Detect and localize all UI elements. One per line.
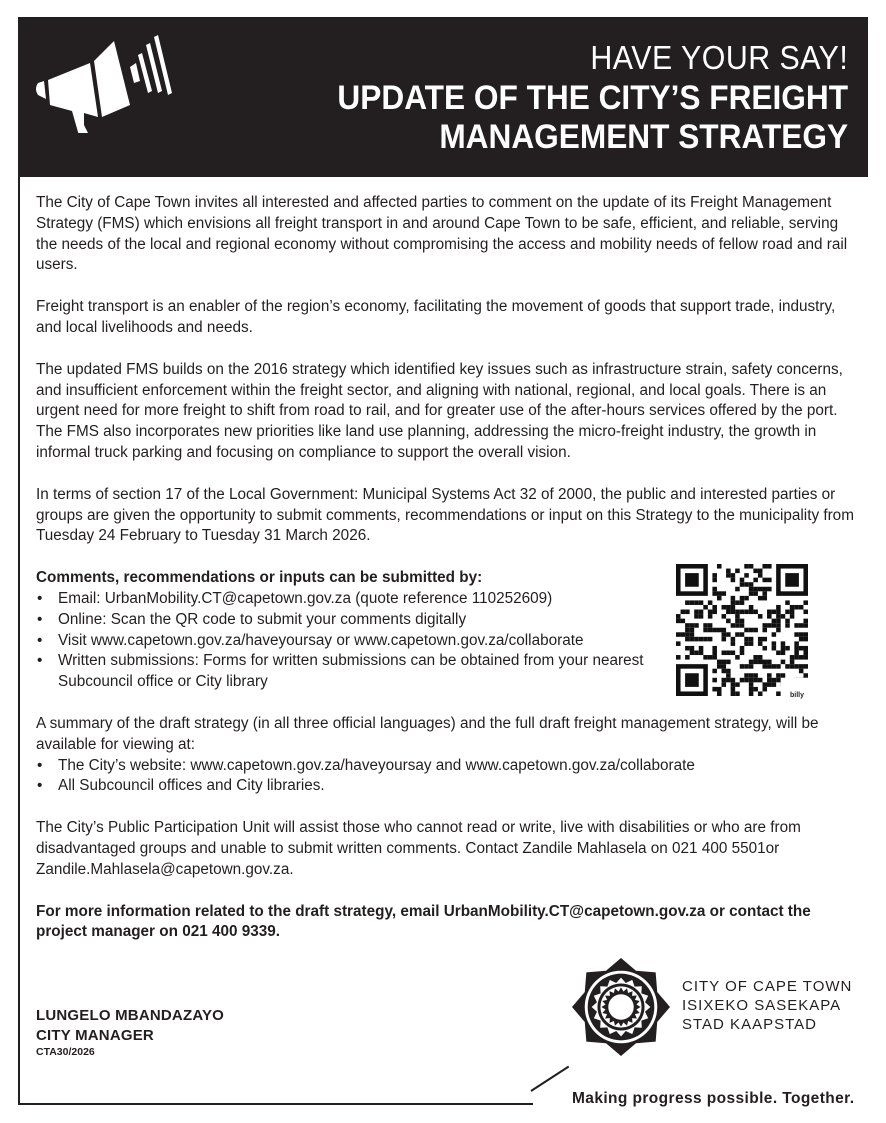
- megaphone-icon: [32, 33, 172, 133]
- summary-item-website[interactable]: • The City’s website: www.capetown.gov.za/haveyoursay and www.capetown.gov.za/collaborate: [36, 756, 856, 777]
- city-logo-text: [682, 977, 852, 1034]
- tagline: Making progress possible. Together.: [572, 1090, 855, 1107]
- logo-line-2: ISIXEKO SASEKAPA: [682, 997, 842, 1014]
- signoff: [36, 1006, 224, 1058]
- frame-slash-rule: [530, 1066, 569, 1092]
- strategy-paragraph: The updated FMS builds on the 2016 strategy which identified key issues such as infrastructure strain, safety concerns, and insufficient enforcement within the freight sector, and aligning with national, regional, and local goals. There is an urgent need for more freight to shift from road to rail, and for greater use of the after-hours services offered by the port. The FMS also incorporates new priorities like land use planning, addressing the micro-freight industry, the growth in informal truck parking and focusing on compliance to support the overall vision.: [36, 360, 843, 461]
- frame-left-rule: [18, 177, 20, 1105]
- page-title: [337, 79, 848, 157]
- summary-list: [36, 756, 856, 798]
- intro-paragraph: The City of Cape Town invites all interested and affected parties to comment on the update of its Freight Management Strategy (FMS) which envisions all freight transport in and around Cape Town to be safe, efficient, and reliable, serving the needs of the local and regional economy without compromising the access and mobility needs of fellow road and rail users.: [36, 194, 848, 274]
- legal-paragraph: In terms of section 17 of the Local Government: Municipal Systems Act 32 of 2000, the public and interested parties or groups are given the opportunity to submit comments, recommendations or input on this Strategy to the municipality from Tuesday 24 February to Tuesday 31 March 2026.: [36, 485, 854, 545]
- submission-item-email[interactable]: • Email: UrbanMobility.CT@capetown.gov.za (quote reference 110252609): [36, 589, 856, 610]
- economy-paragraph: Freight transport is an enabler of the region’s economy, facilitating the movement of goods that support trade, industry, and local livelihoods and needs.: [36, 298, 836, 336]
- notice-header: [18, 17, 868, 177]
- title-line-1: UPDATE OF THE CITY’S FREIGHT: [337, 79, 848, 117]
- summary-item-offices: • All Subcouncil offices and City libraries.: [36, 776, 856, 797]
- signoff-role: CITY MANAGER: [36, 1027, 154, 1044]
- summary-section: [36, 714, 856, 797]
- signoff-name: LUNGELO MBANDAZAYO: [36, 1007, 225, 1024]
- frame-bottom-rule: [18, 1103, 533, 1105]
- participation-paragraph: The City’s Public Participation Unit will assist those who cannot read or write, live with disabilities or who are from disadvantaged groups and unable to submit written comments. Contact Zandile Mahlasela on 021 400 5501or Zandile.Mahlasela@capetown.gov.za.: [36, 819, 801, 878]
- header-kicker: HAVE YOUR SAY!: [590, 39, 848, 76]
- qr-brand-label: billy: [790, 692, 805, 700]
- city-emblem-icon: [572, 958, 670, 1056]
- summary-intro: A summary of the draft strategy (in all three official languages) and the full draft freight management strategy, will be available for viewing at:: [36, 714, 819, 753]
- title-line-2: MANAGEMENT STRATEGY: [439, 118, 848, 156]
- submission-heading: Comments, recommendations or inputs can be submitted by:: [36, 569, 483, 587]
- submission-item-visit[interactable]: • Visit www.capetown.gov.za/haveyoursay or www.capetown.gov.za/collaborate: [36, 631, 856, 652]
- notice-body: [36, 193, 856, 964]
- submission-section: [36, 568, 856, 700]
- qr-code[interactable]: [676, 564, 808, 696]
- logo-line-1: CITY OF CAPE TOWN: [682, 978, 853, 995]
- signoff-reference: CTA30/2026: [36, 1046, 95, 1058]
- more-info-paragraph: For more information related to the draft strategy, email UrbanMobility.CT@capetown.gov.za or contact the project manager on 021 400 9339.: [36, 902, 811, 941]
- submission-item-online: • Online: Scan the QR code to submit your comments digitally: [36, 610, 856, 631]
- logo-line-3: STAD KAAPSTAD: [682, 1016, 817, 1033]
- submission-item-written: • Written submissions: Forms for written submissions can be obtained from your nearest Subcouncil office or City library: [36, 651, 648, 693]
